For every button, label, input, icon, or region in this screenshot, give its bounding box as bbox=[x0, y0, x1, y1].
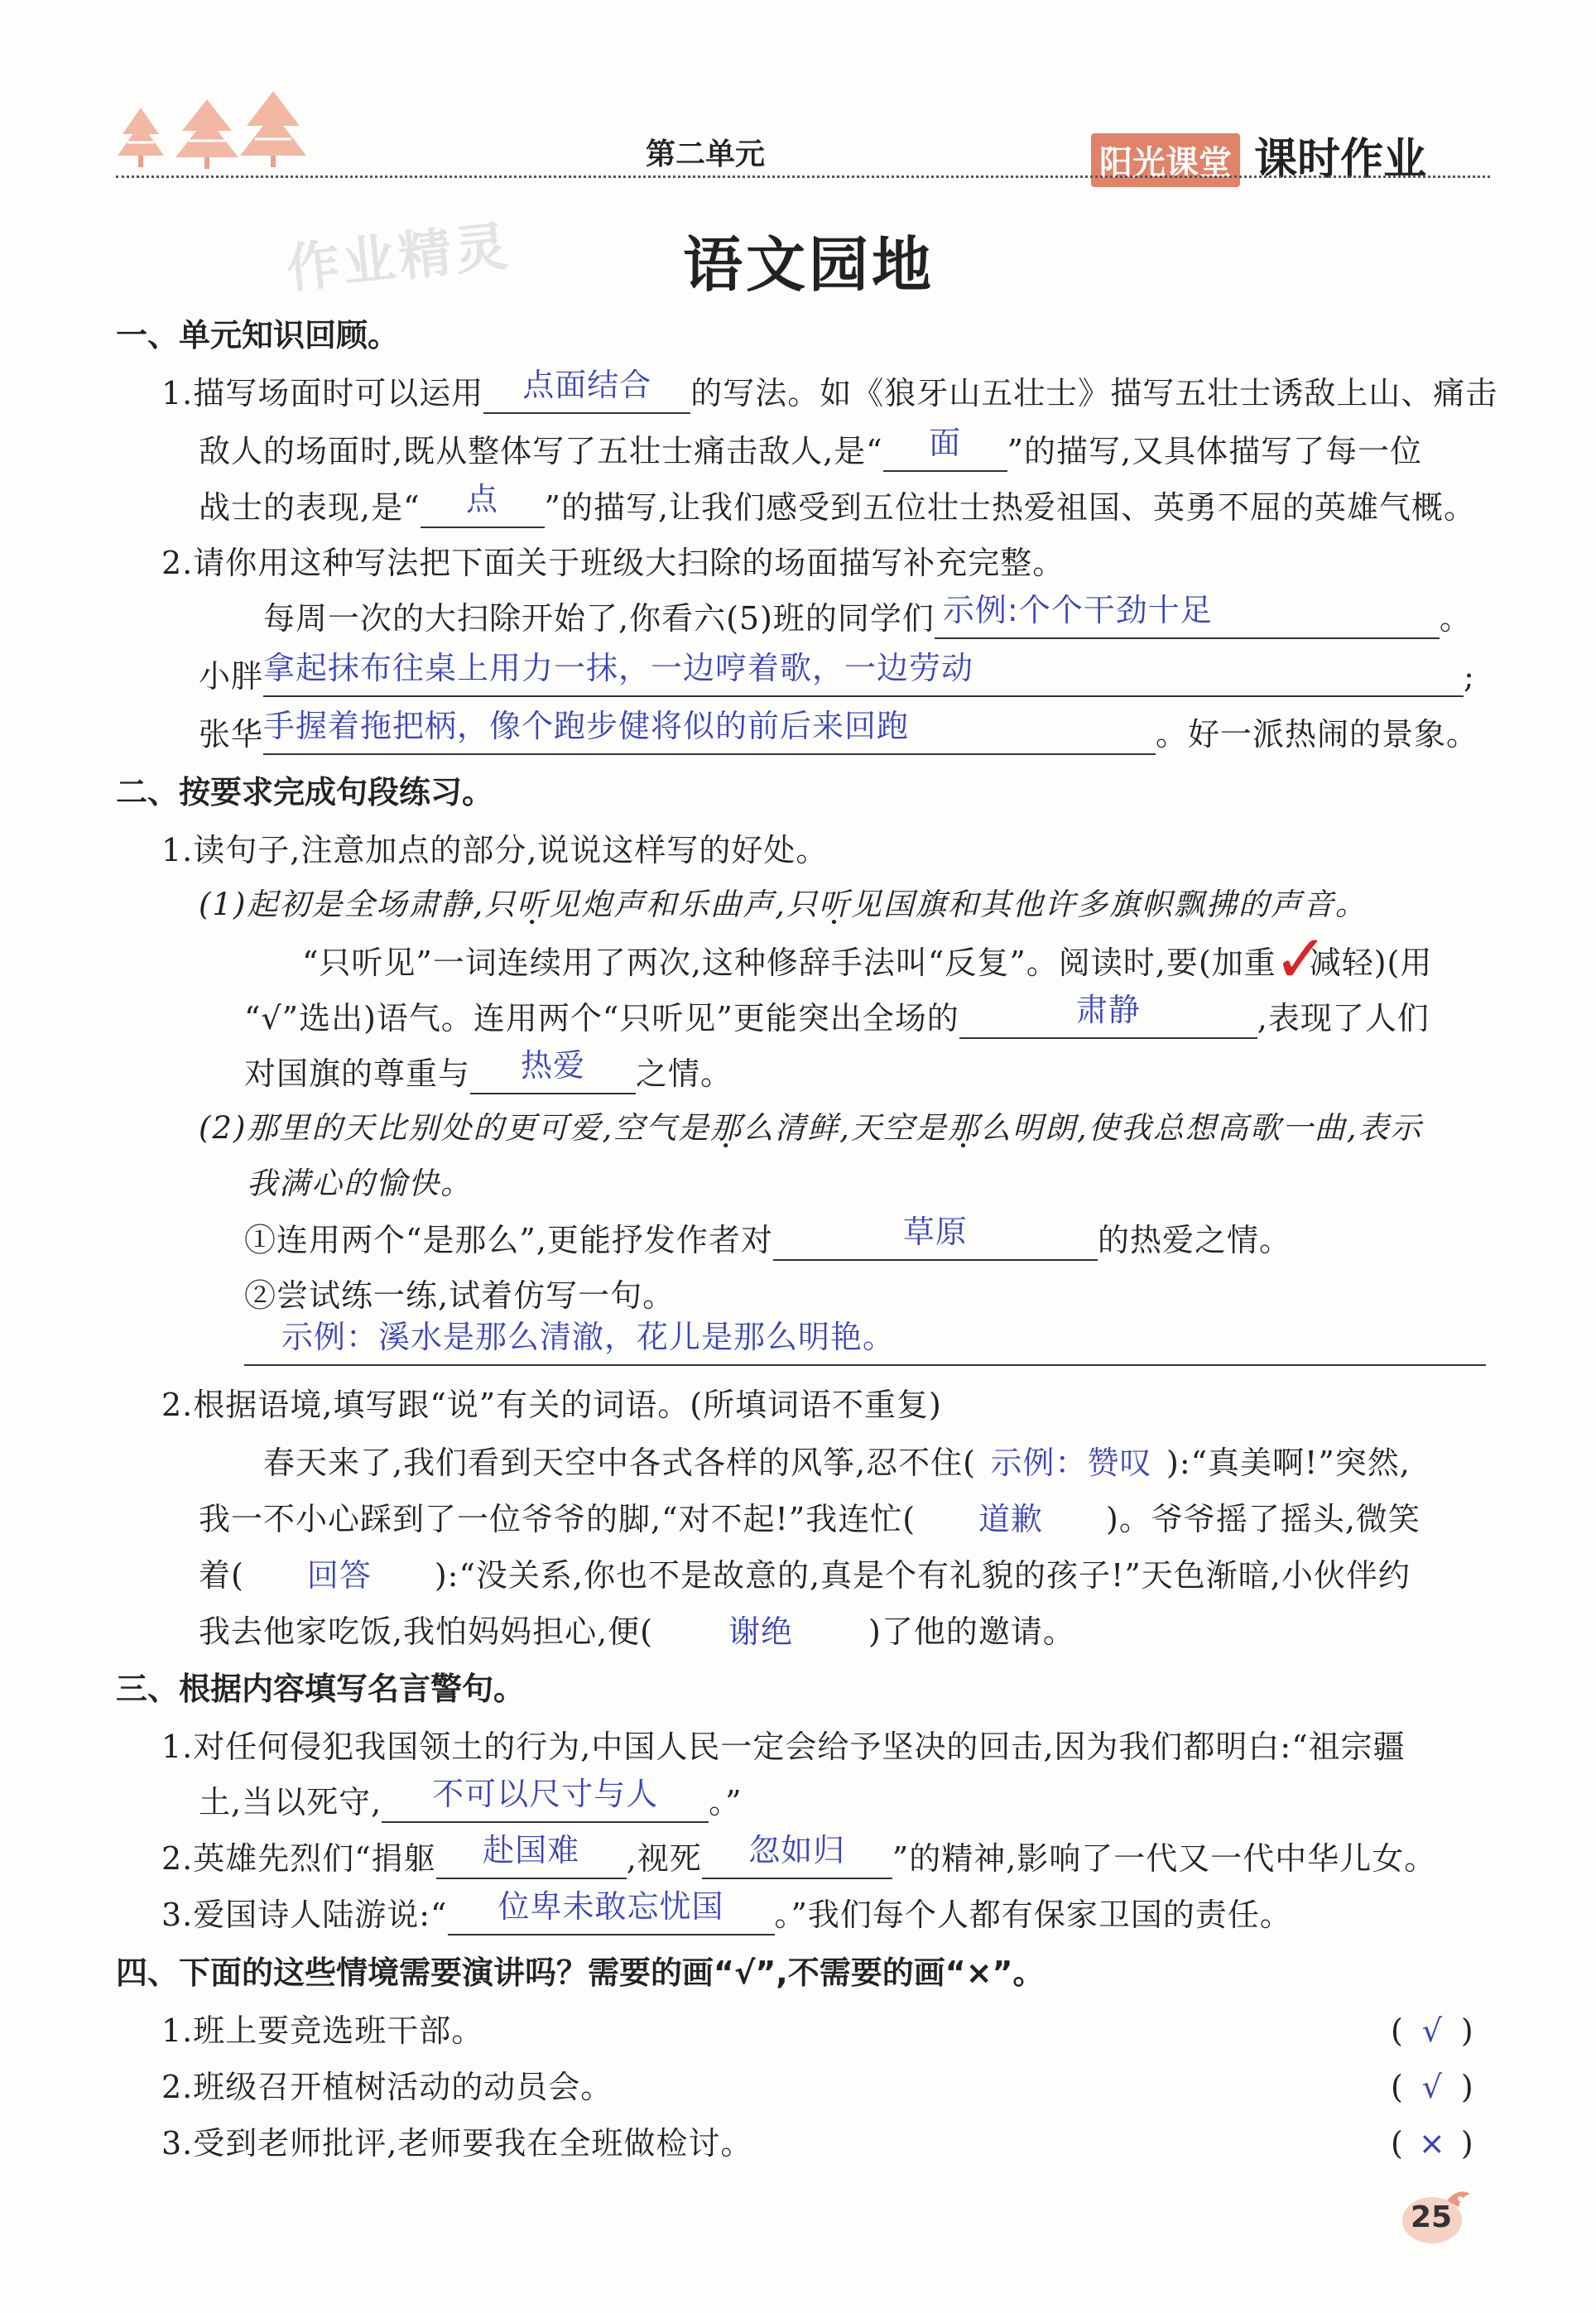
answer-blank: 肃静 bbox=[1075, 992, 1141, 1028]
s2-q1-sub1: ①连用两个“是那么”,更能抒发作者对 草原 的热爱之情。 bbox=[244, 1219, 1291, 1261]
answer-blank: 点面结合 bbox=[522, 367, 652, 403]
answer-blank: 示例:个个干劲十足 bbox=[942, 592, 1213, 628]
page-title: 语文园地 bbox=[683, 229, 935, 300]
page-number: 25 bbox=[1411, 2200, 1453, 2234]
watermark: 作业精灵 bbox=[283, 215, 514, 301]
header-divider bbox=[116, 176, 1490, 178]
s2-q1-explain-line2: “√”选出)语气。连用两个“只听见”更能突出全场的 肃静 ,表现了人们 bbox=[244, 998, 1430, 1039]
s2-q2-line1: 春天来了,我们看到天空中各式各样的风筝,忍不住( 示例：赞叹 ):“真美啊!”突然, bbox=[263, 1445, 1411, 1481]
trees-decoration bbox=[116, 83, 315, 174]
s1-q1-line2: 敌人的场面时,既从整体写了五壮士痛击敌人,是“ 面 ”的描写,又具体描写了每一位 bbox=[199, 430, 1422, 472]
s4-item-2-answer: ( √ ) bbox=[1391, 2069, 1473, 2105]
answer-blank: 面 bbox=[929, 425, 962, 461]
s1-q2-line1: 每周一次的大扫除开始了,你看六(5)班的同学们 示例:个个干劲十足 。 bbox=[263, 598, 1472, 639]
answer-blank: 热爱 bbox=[521, 1047, 586, 1084]
answer-blank: 忽如归 bbox=[748, 1832, 846, 1868]
brand-label-a: 阳光课堂 bbox=[1091, 133, 1240, 187]
answer-paren: 回答 bbox=[306, 1557, 372, 1594]
s3-q2: 2.英雄先烈们“捐躯 赴国难 ,视死 忽如归 ”的精神,影响了一代又一代中华儿女。 bbox=[161, 1838, 1436, 1879]
page-number-badge bbox=[1399, 2186, 1475, 2245]
s4-item-3: 3.受到老师批评,老师要我在全班做检讨。 bbox=[161, 2125, 753, 2162]
answer-blank: 位卑未敢忘忧国 bbox=[498, 1888, 724, 1925]
answer-blank: 手握着拖把柄，像个跑步健将似的前后来回跑 bbox=[263, 708, 910, 744]
answer-blank: 示例：溪水是那么清澈，花儿是那么明艳。 bbox=[281, 1319, 896, 1355]
s4-item-1: 1.班上要竞选班干部。 bbox=[161, 2012, 484, 2049]
s2-q2-prompt: 2.根据语境,填写跟“说”有关的词语。(所填词语不重复) bbox=[161, 1387, 942, 1423]
s3-q3: 3.爱国诗人陆游说:“ 位卑未敢忘忧国 。”我们每个人都有保家卫国的责任。 bbox=[161, 1894, 1292, 1936]
s2-q1-explain-line1: “只听见”一词连续用了两次,这种修辞手法叫“反复”。阅读时,要(加重 减轻)(用 bbox=[302, 945, 1433, 981]
s3-q1-line2: 土,当以死守, 不可以尺寸与人 。” bbox=[199, 1782, 743, 1823]
s2-q1-sentence2: (2)那里的天比别处的更可爱,空气是那么清鲜,天空是那么明朗,使我总想高歌一曲,表示 bbox=[199, 1110, 1423, 1146]
s1-q1-line1: 1.描写场面时可以运用 点面结合 的写法。如《狼牙山五壮士》描写五壮士诱敌上山、痛击 bbox=[161, 373, 1497, 414]
answer-blank: 草原 bbox=[902, 1214, 968, 1250]
s3-q1-line1: 1.对任何侵犯我国领土的行为,中国人民一定会给予坚决的回击,因为我们都明白:“祖宗疆 bbox=[161, 1729, 1406, 1765]
s4-item-3-answer: ( × ) bbox=[1391, 2125, 1473, 2162]
s1-q2-line2: 小胖拿起抹布往桌上用力一抹，一边哼着歌，一边劳动 ; bbox=[199, 656, 1475, 697]
s2-q1-sentence1: (1)起初是全场肃静,只听见炮声和乐曲声,只听见国旗和其他许多旗帜飘拂的声音。 bbox=[199, 887, 1368, 922]
answer-blank: 拿起抹布往桌上用力一抹，一边哼着歌，一边劳动 bbox=[263, 650, 974, 686]
section-2-heading: 二、按要求完成句段练习。 bbox=[116, 774, 494, 810]
answer-paren: 示例：赞叹 bbox=[990, 1445, 1152, 1481]
s2-q2-line3: 着( 回答 ):“没关系,你也不是故意的,真是个有礼貌的孩子!”天色渐暗,小伙伴约 bbox=[199, 1557, 1411, 1594]
brand-label-b: 课时作业 bbox=[1254, 135, 1427, 185]
section-1-heading: 一、单元知识回顾。 bbox=[116, 317, 400, 353]
s1-q2-prompt: 2.请你用这种写法把下面关于班级大扫除的场面描写补充完整。 bbox=[161, 545, 1065, 581]
s1-q1-line3: 战士的表现,是“ 点 ”的描写,让我们感受到五位壮士热爱祖国、英勇不屈的英雄气概。 bbox=[199, 487, 1476, 528]
s2-q2-line2: 我一不小心踩到了一位爷爷的脚,“对不起!”我连忙( 道歉 )。爷爷摇了摇头,微笑 bbox=[199, 1501, 1421, 1537]
answer-blank: 不可以尺寸与人 bbox=[432, 1776, 659, 1812]
answer-blank: 赴国难 bbox=[483, 1832, 580, 1868]
s2-q1-explain-line3: 对国旗的尊重与 热爱 之情。 bbox=[244, 1053, 733, 1094]
section-4-heading: 四、下面的这些情境需要演讲吗？需要的画“√”,不需要的画“×”。 bbox=[116, 1955, 1045, 1991]
s2-q1-sub2: ②尝试练一练,试着仿写一句。 bbox=[244, 1277, 675, 1314]
answer-paren: 道歉 bbox=[978, 1501, 1044, 1537]
check-mark: ✓ bbox=[1273, 921, 1329, 998]
brand-badge bbox=[1091, 124, 1427, 185]
s4-item-1-answer: ( √ ) bbox=[1391, 2012, 1473, 2049]
s2-q2-line4: 我去他家吃饭,我怕妈妈担心,便( 谢绝 )了他的邀请。 bbox=[199, 1613, 1075, 1650]
s2-q1-prompt: 1.读句子,注意加点的部分,说说这样写的好处。 bbox=[161, 832, 829, 868]
s2-q1-sentence2-cont: 我满心的愉快。 bbox=[247, 1166, 473, 1201]
answer-paren: 谢绝 bbox=[728, 1613, 793, 1650]
unit-label: 第二单元 bbox=[646, 137, 766, 171]
s1-q2-line3: 张华手握着拖把柄，像个跑步健将似的前后来回跑 。好一派热闹的景象。 bbox=[199, 714, 1478, 755]
answer-blank: 点 bbox=[466, 481, 499, 517]
section-3-heading: 三、根据内容填写名言警句。 bbox=[116, 1671, 526, 1707]
s4-item-2: 2.班级召开植树活动的动员会。 bbox=[161, 2069, 613, 2105]
s2-q1-sub2-answer bbox=[244, 1319, 1486, 1366]
